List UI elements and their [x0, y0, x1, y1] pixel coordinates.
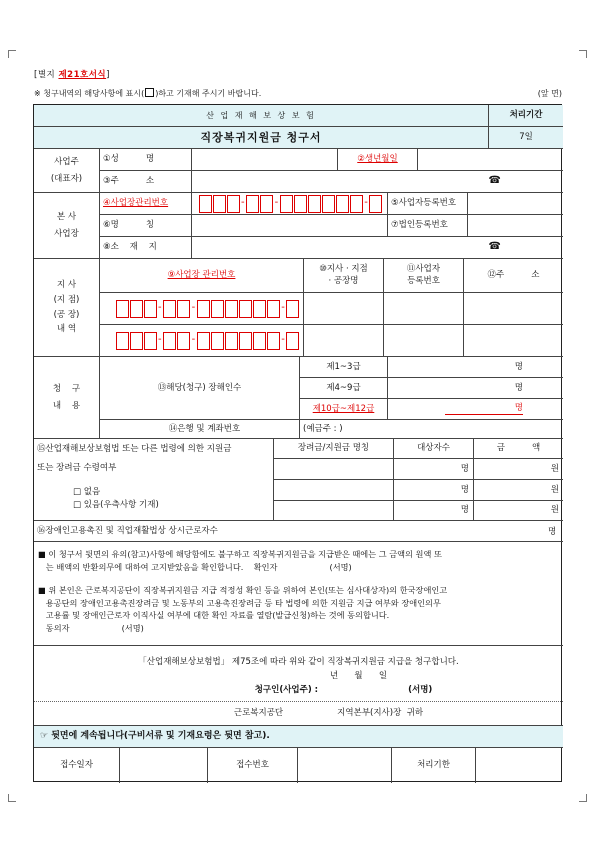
headoffice-name-label: ⑥명 칭	[100, 215, 192, 237]
corner-mark	[579, 794, 587, 802]
branch-name-label: ⑩지사 · 지점 · 공장명	[304, 259, 384, 293]
form-annex-label: [별지 제21호서식]	[34, 70, 110, 80]
instruction-line: ※ 청구내역의 해당사항에 표시( )하고 기재해 주시기 바랍니다. (앞 면)	[34, 89, 562, 98]
declaration-block	[34, 646, 563, 702]
branch-group-label: 지 사 (지 점) (공 장) 내 역	[34, 259, 100, 357]
deadline-label: 처리기간	[489, 105, 563, 127]
employer-name-label: ①성 명	[100, 149, 192, 171]
support-name-field[interactable]	[274, 459, 394, 480]
support-count-col: 대상자수	[394, 439, 474, 459]
branch-mgmt-no-label: ⑨사업장 관리번호	[100, 259, 304, 293]
grade-10-12-label: 제10급~제12급	[300, 399, 388, 420]
bank-account-label: ⑭은행 및 계좌번호	[100, 420, 300, 439]
corner-mark	[8, 50, 16, 58]
employer-group-label: 사업주 (대표자)	[34, 149, 100, 193]
recipient-line: 근로복지공단 지역본부(지사)장 귀하	[34, 702, 563, 726]
employer-address-label: ③주 소	[100, 171, 192, 193]
grade-4-9-count[interactable]: 명	[388, 378, 563, 399]
headoffice-bizreg-label: ⑤사업자등록번호	[388, 193, 468, 215]
receipt-number-label: 접수번호	[208, 748, 298, 783]
declaration-text: 「산업재해보상보험법」 제75조에 따라 위와 같이 직장복귀지원금 지급을 청구합니다.	[138, 657, 459, 667]
grade-1-3-label: 제1~3급	[300, 357, 388, 378]
receipt-deadline-field[interactable]	[476, 748, 563, 783]
headoffice-group-label: 본 사 사업장	[34, 193, 100, 259]
employer-birth-label: ②생년월일	[338, 149, 418, 171]
grade-10-12-count[interactable]: 명	[388, 399, 563, 420]
notice-2: ■ 위 본인은 근로복지공단이 직장복귀지원금 지급 적정성 확인 등을 위하여 본인(또는 심사대상자)의 한국장애인고 용공단의 장애인고용촉진장려금 및 노동부의 고용촉진장려금 등 타 법령에 의한 지원금 지급 여부와 장애인의무 고용률 및 장애인근로자 이직사실 여부에 대한 확인 자료를 열람(발급신청)하는 것에 동의합니다. 동의자 (서명)	[38, 585, 448, 634]
regular-workers-unit: 명	[548, 527, 557, 537]
option-none-checkbox[interactable]: □ 없음	[73, 486, 101, 497]
headoffice-corp-label: ⑦법인등록번호	[388, 215, 468, 237]
claimant-label: 청구인(사업주) :	[254, 685, 319, 696]
headoffice-location-label: ⑧소 재 지	[100, 237, 192, 259]
receipt-date-label: 접수일자	[34, 748, 120, 783]
phone-icon: ☎	[488, 175, 501, 187]
headoffice-mgmt-no-label: ④사업장관리번호	[100, 193, 192, 215]
support-name-col: 장려금/지원금 명칭	[274, 439, 394, 459]
branch-bizreg-label: ⑪사업자 등록번호	[384, 259, 464, 293]
support-amount-col: 금 액	[474, 439, 563, 459]
account-holder-field[interactable]: (예금주 : )	[300, 420, 563, 439]
branch-mgmt-no-boxes[interactable]: - - -	[100, 293, 304, 325]
other-support-options: 또는 장려금 수령여부 □ 없음 □ 있음(우측사항 기재)	[34, 459, 274, 521]
headoffice-name-field[interactable]	[192, 215, 388, 237]
support-amount-field[interactable]: 원	[474, 501, 563, 521]
support-name-field[interactable]	[274, 501, 394, 521]
claim-form	[33, 104, 562, 782]
headoffice-location-field[interactable]	[192, 237, 563, 259]
headoffice-corp-field[interactable]	[468, 215, 563, 237]
deadline-value: 7일	[489, 127, 563, 149]
declaration-date[interactable]: 년 월 일	[329, 671, 388, 682]
employer-name-field[interactable]	[192, 149, 338, 171]
support-count-field[interactable]: 명	[394, 501, 474, 521]
branch-mgmt-no-boxes[interactable]: - - -	[100, 325, 304, 357]
phone-icon: ☎	[488, 241, 501, 253]
form-title: 직장복귀지원금 청구서	[34, 127, 489, 149]
receipt-number-field[interactable]	[298, 748, 392, 783]
claim-count-label: ⑬해당(청구) 장해인수	[100, 357, 300, 420]
check-mark-icon	[145, 88, 154, 97]
branch-address-field[interactable]	[464, 325, 563, 357]
support-amount-field[interactable]: 원	[474, 480, 563, 501]
regular-workers-label: ⑯장애인고용촉진 및 직업재활법상 상시근로자수	[34, 521, 563, 542]
claim-group-label: 청 구 내 용	[34, 357, 100, 439]
branch-bizreg-field[interactable]	[384, 293, 464, 325]
receipt-date-field[interactable]	[120, 748, 208, 783]
back-notice: ☞ 뒷면에 계속됩니다(구비서류 및 기재요령은 뒷면 참고).	[34, 726, 563, 748]
page-side-label: (앞 면)	[537, 89, 562, 98]
receipt-deadline-label: 처리기한	[392, 748, 476, 783]
insurance-name: 산 업 재 해 보 상 보 험	[34, 105, 489, 127]
support-count-field[interactable]: 명	[394, 480, 474, 501]
branch-name-field[interactable]	[304, 293, 384, 325]
notice-1: ■ 이 청구서 뒷면의 유의(참고)사항에 해당함에도 불구하고 직장복귀지원금을 지급받은 때에는 그 금액의 원액 또 는 배액의 반환의무에 대하여 고지받았음을 확인합니다. 확인자 (서명)	[38, 549, 442, 572]
support-name-field[interactable]	[274, 480, 394, 501]
branch-address-label: ⑫주 소	[464, 259, 563, 293]
branch-bizreg-field[interactable]	[384, 325, 464, 357]
grade-1-3-count[interactable]: 명	[388, 357, 563, 378]
branch-name-field[interactable]	[304, 325, 384, 357]
employer-address-field[interactable]	[192, 171, 563, 193]
claimant-sign[interactable]: (서명)	[408, 685, 433, 696]
headoffice-mgmt-no-boxes[interactable]: - - -	[192, 193, 388, 215]
corner-mark	[8, 794, 16, 802]
form-number: 제21호서식	[58, 70, 107, 80]
headoffice-bizreg-field[interactable]	[468, 193, 563, 215]
support-amount-field[interactable]: 원	[474, 459, 563, 480]
employer-birth-field[interactable]	[418, 149, 563, 171]
support-count-field[interactable]: 명	[394, 459, 474, 480]
corner-mark	[579, 50, 587, 58]
other-support-label: ⑮산업재해보상보험법 또는 다른 법령에 의한 지원금	[34, 439, 274, 459]
option-yes-checkbox[interactable]: □ 있음(우측사항 기재)	[73, 500, 159, 511]
grade-4-9-label: 제4~9급	[300, 378, 388, 399]
branch-address-field[interactable]	[464, 293, 563, 325]
